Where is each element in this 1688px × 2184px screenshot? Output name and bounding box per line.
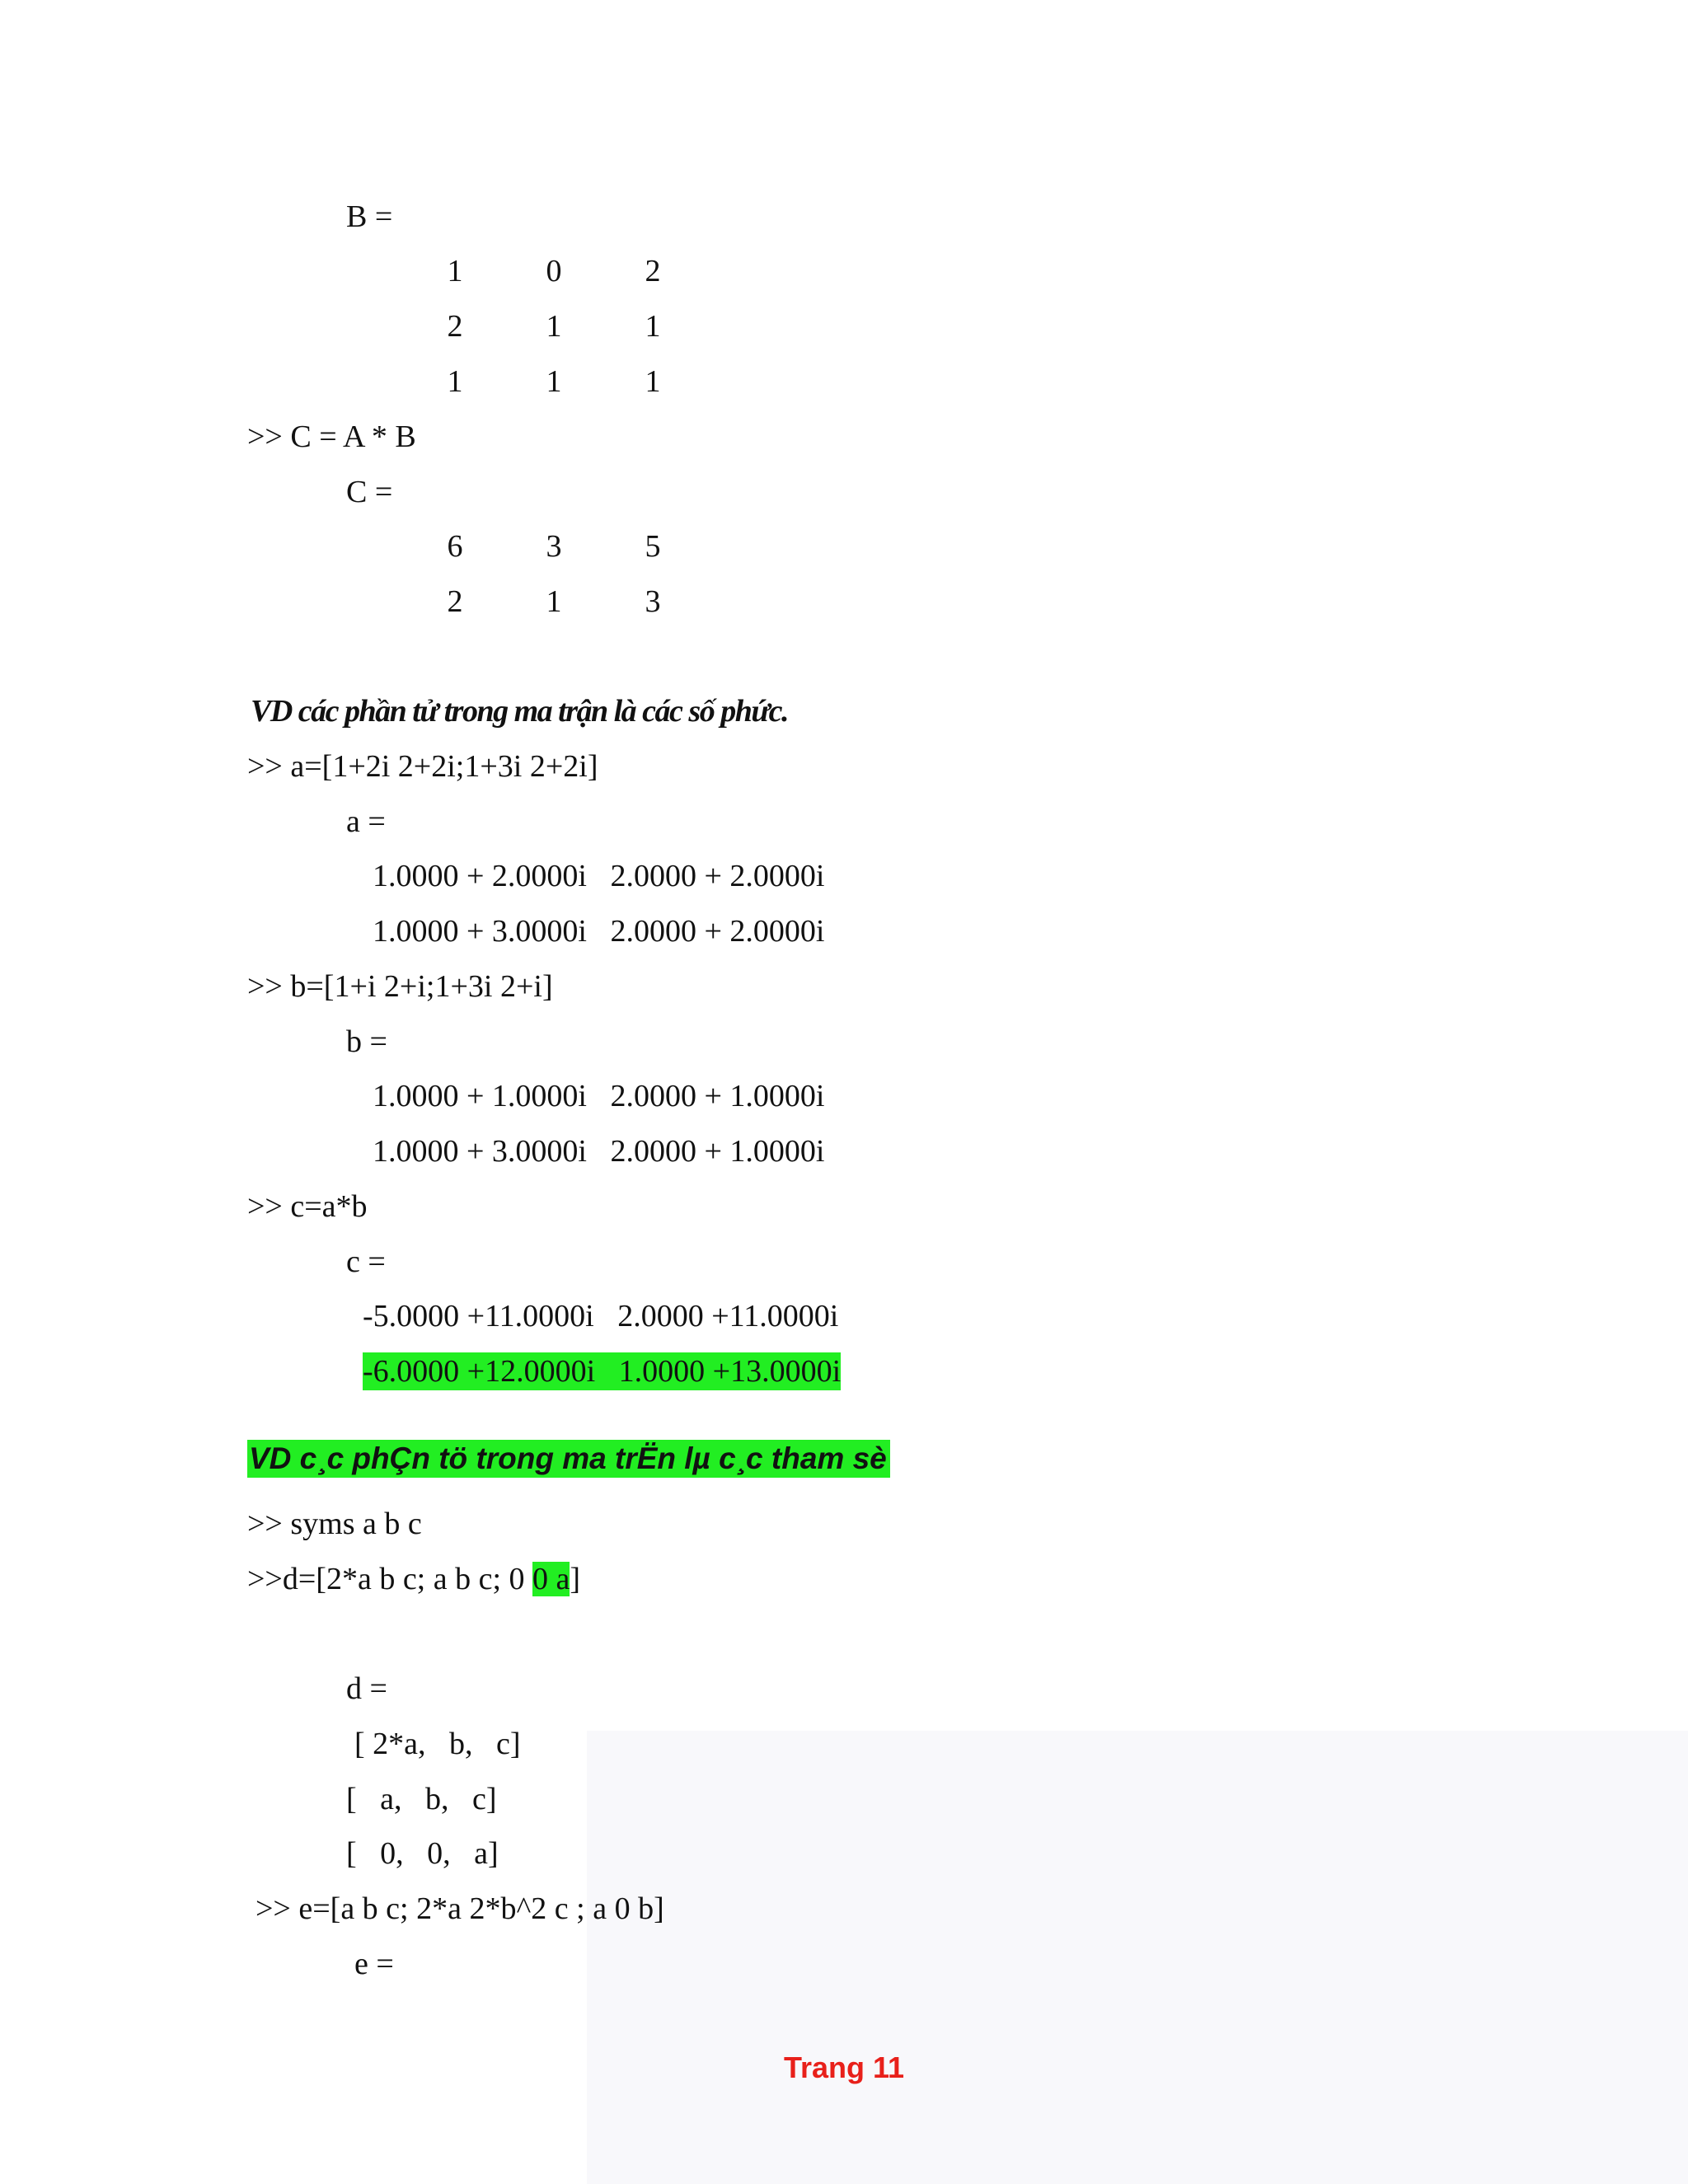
page-number-footer: Trang 11: [783, 2050, 905, 2084]
symbolic-heading: VD c¸c phÇn tö trong ma trËn lµ c¸c tham sè: [247, 1440, 890, 1478]
command-c: >> C = A * B: [247, 419, 416, 454]
matrix-c-cell: 3: [645, 584, 661, 619]
command-a: >> a=[1+2i 2+2i;1+3i 2+2i]: [247, 749, 598, 784]
matrix-c2-row: -5.0000 +11.0000i 2.0000 +11.0000i: [363, 1299, 839, 1333]
matrix-b-cell: 1: [447, 254, 463, 288]
matrix-b2-row: 1.0000 + 1.0000i 2.0000 + 1.0000i: [373, 1079, 825, 1113]
matrix-c-cell: 6: [447, 529, 463, 564]
matrix-a-row: 1.0000 + 2.0000i 2.0000 + 2.0000i: [373, 859, 825, 893]
page-shade: [587, 1731, 1688, 2184]
matrix-b2-label: b =: [346, 1024, 387, 1059]
matrix-a-label: a =: [346, 804, 386, 839]
command-d-text: >>d=[2*a b c; a b c; 0: [247, 1562, 533, 1596]
matrix-b2-row: 1.0000 + 3.0000i 2.0000 + 1.0000i: [373, 1134, 825, 1169]
command-d-bracket: ]: [570, 1562, 581, 1596]
matrix-d-row: [ a, b, c]: [346, 1782, 497, 1816]
matrix-c-cell: 1: [546, 584, 562, 619]
matrix-b-label: B =: [346, 199, 393, 234]
matrix-e-label: e =: [354, 1947, 394, 1981]
matrix-d-label: d =: [346, 1671, 387, 1706]
matrix-b-cell: 1: [546, 364, 562, 399]
matrix-b-cell: 0: [546, 254, 562, 288]
command-d-highlight: 0 a: [532, 1562, 570, 1596]
matrix-c-label: C =: [346, 475, 393, 509]
matrix-b-cell: 1: [447, 364, 463, 399]
matrix-d-row: [ 2*a, b, c]: [354, 1727, 521, 1761]
matrix-b-cell: 1: [546, 309, 562, 344]
matrix-c2-row-highlighted: -6.0000 +12.0000i 1.0000 +13.0000i: [363, 1354, 842, 1389]
matrix-c-cell: 3: [546, 529, 562, 564]
command-syms: >> syms a b c: [247, 1507, 422, 1541]
command-e: >> e=[a b c; 2*a 2*b^2 c ; a 0 b]: [256, 1891, 664, 1926]
matrix-b-cell: 1: [645, 364, 661, 399]
command-d: [247, 1560, 580, 1598]
matrix-b-cell: 2: [645, 254, 661, 288]
matrix-b-cell: 1: [645, 309, 661, 344]
matrix-b-cell: 2: [447, 309, 463, 344]
command-c2: >> c=a*b: [247, 1189, 368, 1224]
matrix-c2-label: c =: [346, 1244, 386, 1279]
matrix-c-cell: 5: [645, 529, 661, 564]
matrix-a-row: 1.0000 + 3.0000i 2.0000 + 2.0000i: [373, 914, 825, 949]
complex-heading: VD các phần tử trong ma trận là các số phức.: [251, 694, 788, 729]
matrix-d-row: [ 0, 0, a]: [346, 1836, 499, 1871]
command-b: >> b=[1+i 2+i;1+3i 2+i]: [247, 969, 553, 1004]
matrix-c-cell: 2: [447, 584, 463, 619]
